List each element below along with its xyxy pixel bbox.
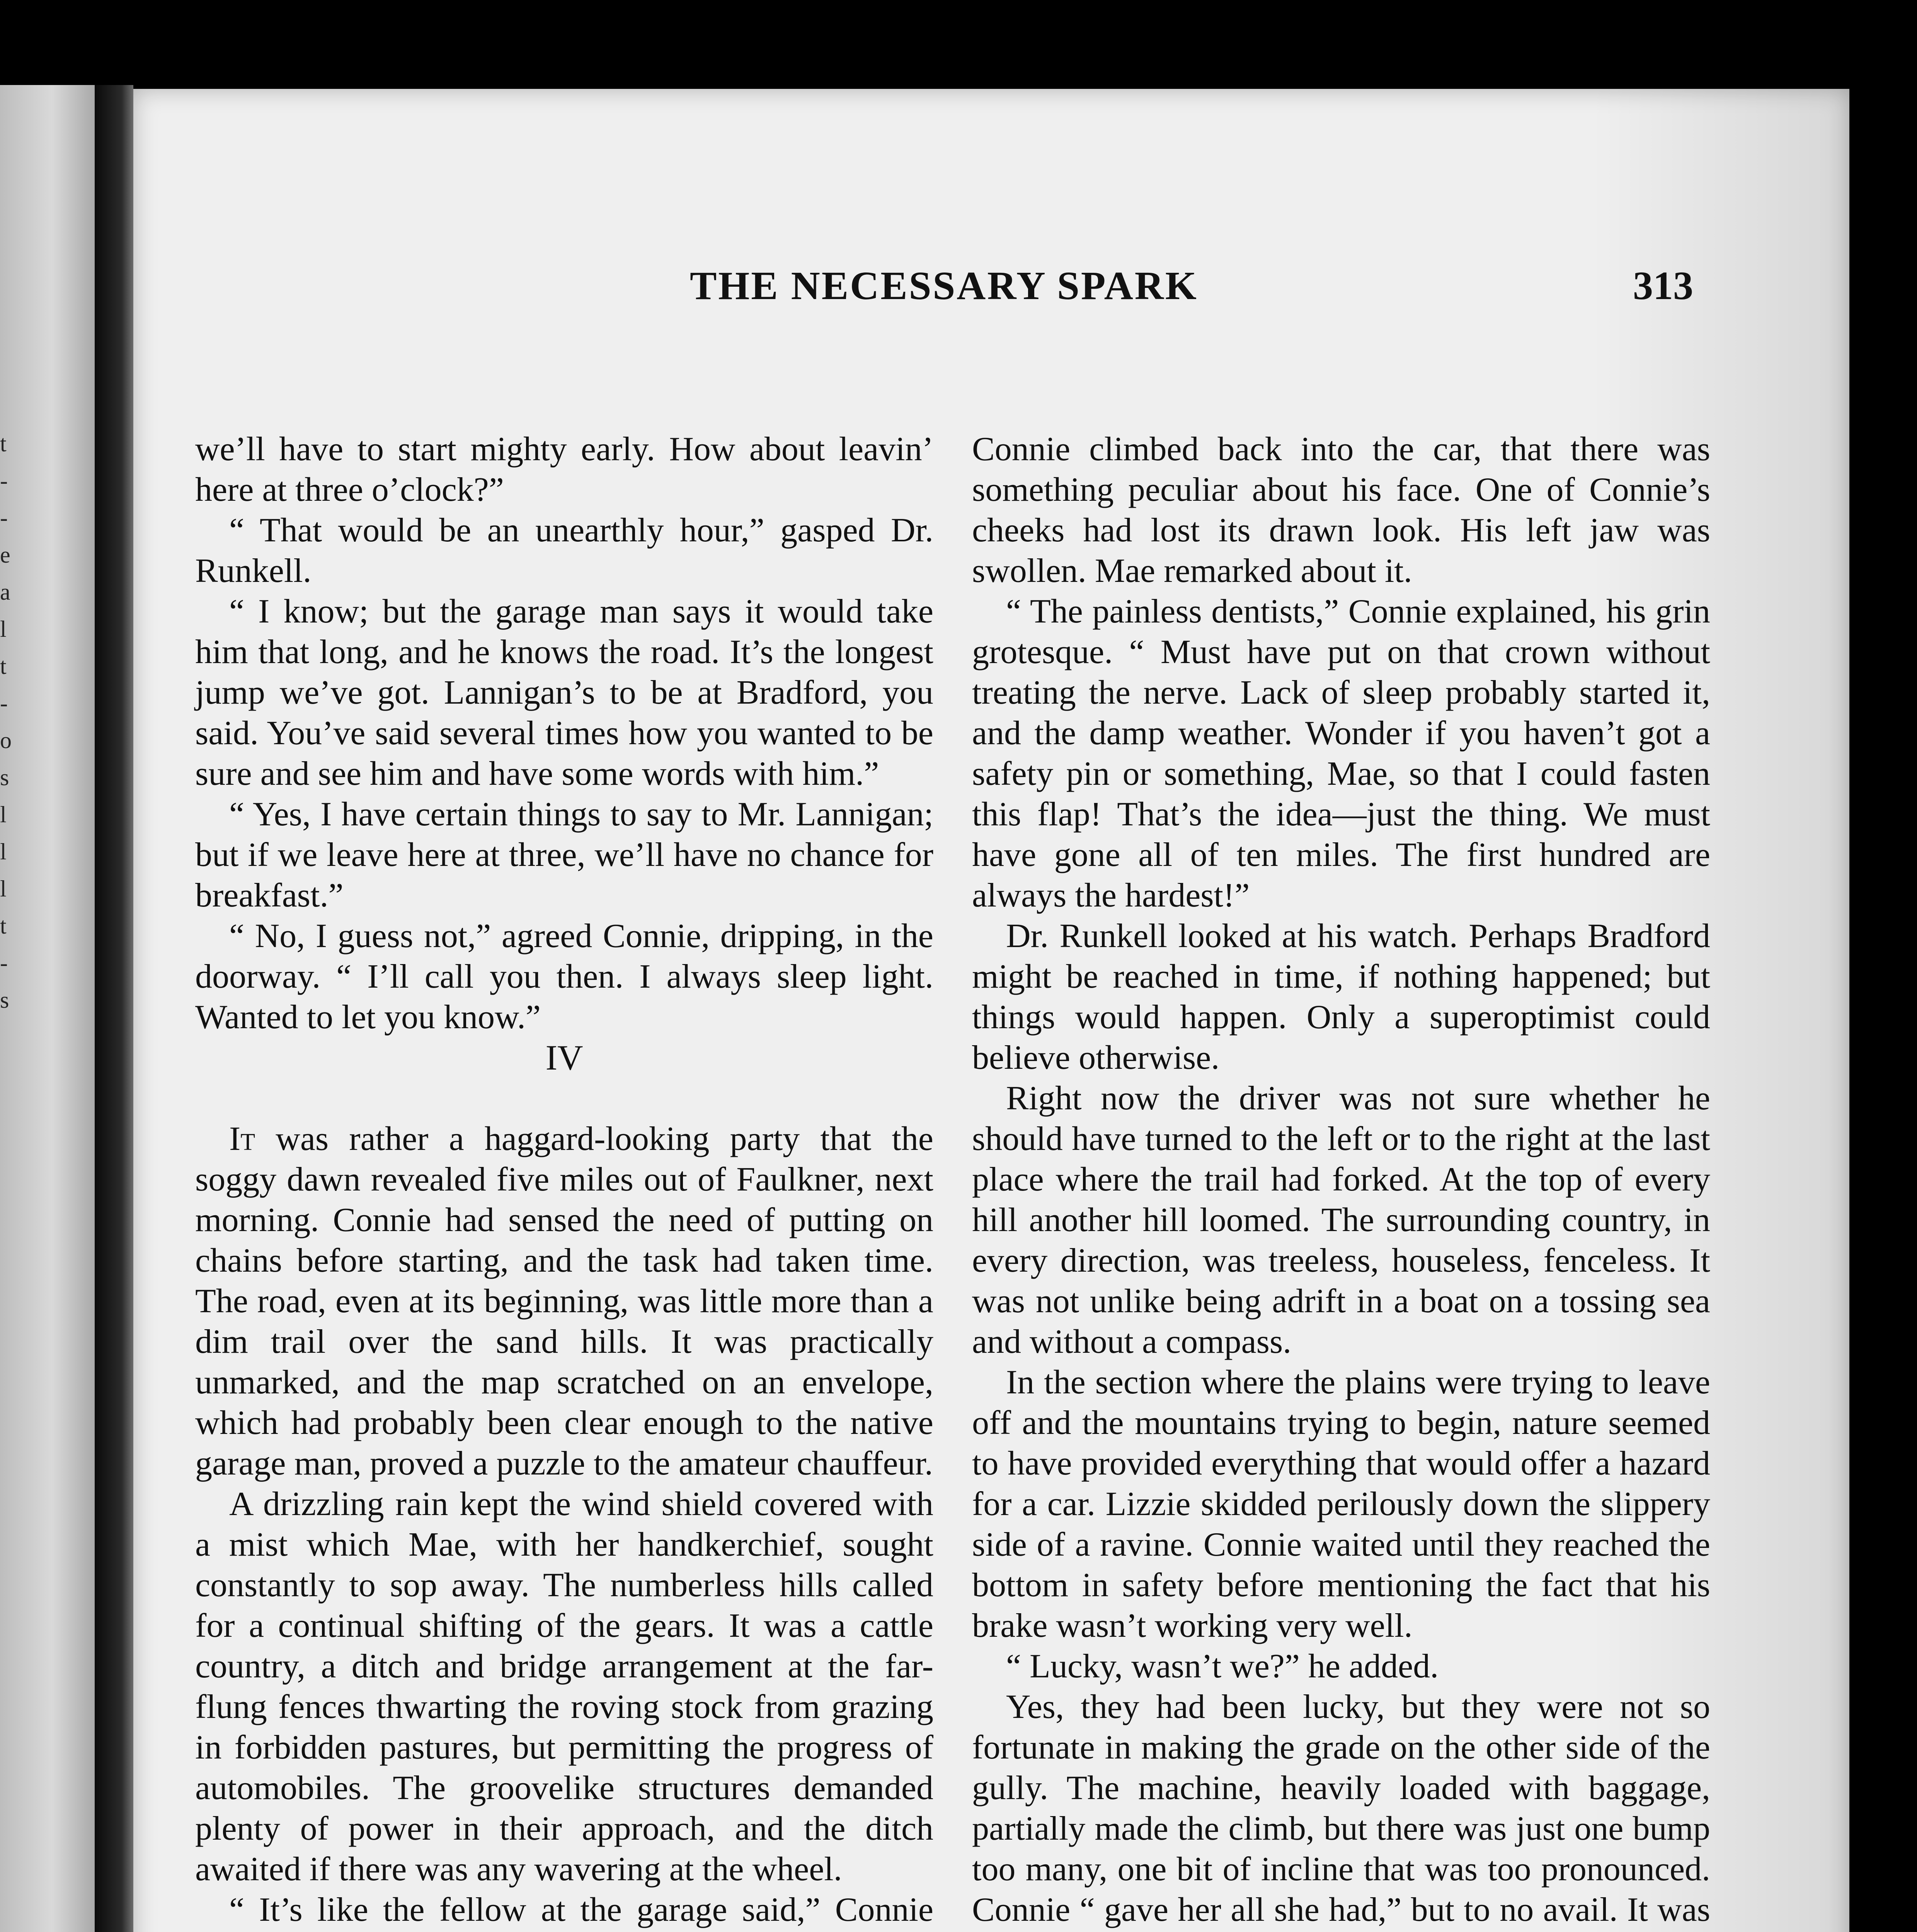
edge-fragment: -	[0, 505, 8, 531]
left-text-column	[195, 429, 933, 1932]
drop-lead-word: It	[229, 1120, 255, 1158]
edge-fragment: t	[0, 913, 7, 939]
edge-fragment: -	[0, 468, 8, 493]
edge-fragment: s	[0, 765, 9, 790]
paragraph: Right now the driver was not sure whether he should have turned to the left or to the right at the last place where the trail had forked. At the top of every hill another hill loomed. The surrounding country, in every direction, was treeless, houseless, fenceless. It was not unlike being adrift in a boat on a tossing sea and without a compass.	[972, 1080, 1710, 1361]
section-heading: IV	[545, 1038, 583, 1077]
facing-page-text-fragments	[0, 425, 23, 1019]
paragraph: Connie climbed back into the car, that there was something peculiar about his face. One of Connie’s cheeks had lost its drawn look. His left jaw was swollen. Mae remarked about it.	[972, 430, 1710, 590]
book-page	[133, 89, 1849, 1932]
edge-fragment: o	[0, 728, 12, 753]
page-number: 313	[1633, 264, 1693, 308]
paragraph: we’ll have to start mighty early. How about leavin’ here at three o’clock?”	[195, 430, 933, 509]
paragraph: “ The painless dentists,” Connie explained, his grin grotesque. “ Must have put on that crown without treating the nerve. Lack of sleep probably started it, and the damp weather. Wonder if you haven’t got a safety pin or something, Mae, so that I could fasten this flap! That’s the idea—just the thing. We must have gone all of ten miles. The first hundred are always the hardest!”	[972, 593, 1710, 914]
paragraph-text: was rather a haggard-looking party that the soggy dawn revealed five miles out of Faulkner, next morning. Connie had sensed the need of putting on chains before starting, and the task had taken time. The road, even at its beginning, was little more than a dim trail over the sand hills. It was practically unmarked, and the map scratched on an envelope, which had probably been clear enough to the native garage man, proved a puzzle to the amateur chauffeur.	[195, 1120, 933, 1482]
paragraph: Dr. Runkell looked at his watch. Perhaps Bradford might be reached in time, if nothing happened; but things would happen. Only a superoptimist could believe otherwise.	[972, 917, 1710, 1077]
edge-fragment: a	[0, 579, 10, 605]
edge-fragment: -	[0, 950, 8, 976]
paragraph	[195, 1119, 933, 1484]
paragraph: A drizzling rain kept the wind shield covered with a mist which Mae, with her handkerchief, sought constantly to sop away. The numberless hills called for a continual shifting of the gears. It was a cattle country, a ditch and bridge arrangement at the far-flung fences thwarting the roving stock from grazing in forbidden pastures, but permitting the progress of automobiles. The groovelike structures demanded plenty of power in their approach, and the ditch awaited if there was any wavering at the wheel.	[195, 1485, 933, 1888]
edge-fragment: e	[0, 542, 10, 568]
running-title: THE NECESSARY SPARK	[690, 264, 1198, 308]
edge-fragment: l	[0, 876, 7, 901]
running-head	[133, 263, 1849, 325]
edge-fragment: -	[0, 690, 8, 716]
paragraph: “ It’s like the fellow at the garage said,” Connie	[229, 1891, 933, 1929]
paragraph: “ Yes, I have certain things to say to Mr. Lannigan; but if we leave here at three, we’ll have no chance for breakfast.”	[195, 796, 933, 914]
paragraph: “ Lucky, wasn’t we?” he added.	[1006, 1648, 1439, 1685]
edge-fragment: l	[0, 839, 7, 864]
paragraph: “ No, I guess not,” agreed Connie, dripping, in the doorway. “ I’ll call you then. I always sleep light. Wanted to let you know.”	[195, 917, 933, 1036]
edge-fragment: t	[0, 431, 7, 456]
edge-fragment: l	[0, 802, 7, 827]
edge-fragment: l	[0, 616, 7, 642]
paragraph: “ That would be an unearthly hour,” gasped Dr. Runkell.	[195, 512, 933, 590]
paragraph: “ I know; but the garage man says it would take him that long, and he knows the road. It’s the longest jump we’ve got. Lannigan’s to be at Bradford, you said. You’ve said several times how you wanted to be sure and see him and have some words with him.”	[195, 593, 933, 793]
facing-page-edge	[0, 85, 95, 1932]
edge-fragment: t	[0, 653, 7, 679]
paragraph: Yes, they had been lucky, but they were not so fortunate in making the grade on the other side of the gully. The machine, heavily loaded with baggage, partially made the climb, but there was just one bump too many, one bit of incline that was too pronounced. Connie “ gave her all she had,” but to no avail. It was	[972, 1688, 1710, 1929]
book-gutter	[95, 85, 133, 1932]
right-text-column	[972, 429, 1710, 1932]
edge-fragment: s	[0, 987, 9, 1013]
paragraph: In the section where the plains were trying to leave off and the mountains trying to begin, nature seemed to have provided everything that would offer a hazard for a car. Lizzie skidded perilously down the slippery side of a ravine. Connie waited until they reached the bottom in safety before mentioning the fact that his brake wasn’t working very well.	[972, 1364, 1710, 1645]
